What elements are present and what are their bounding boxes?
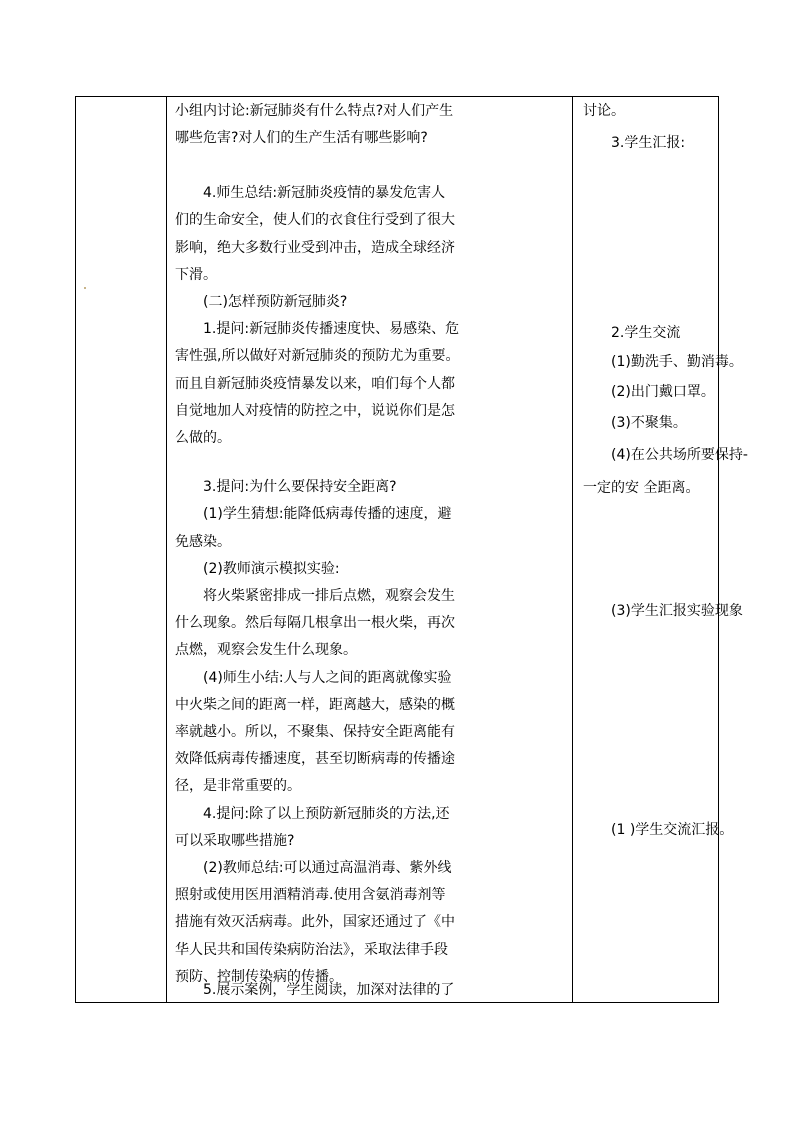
text-line: (1)勤洗手、勤消毒。 xyxy=(611,354,743,370)
text-line: 1.提问:新冠肺炎传播速度快、易感染、危 xyxy=(203,321,460,337)
text-line: 措施有效灭活病毒。此外，国家还通过了《中 xyxy=(175,914,455,930)
text-line: 3.学生汇报: xyxy=(611,135,686,151)
text-line: (3)学生汇报实验现象 xyxy=(611,603,743,619)
text-line: (2)教师总结:可以通过高温消毒、紫外线 xyxy=(203,860,452,876)
text-line: 将火柴紧密排成一排后点燃，观察会发生 xyxy=(203,588,455,604)
text-line: (1)学生猜想:能降低病毒传播的速度，避 xyxy=(203,506,452,522)
text-line: 预防、控制传染病的传播。 xyxy=(175,969,343,985)
text-line: 照射或使用医用酒精消毒.使用含氨消毒剂等 xyxy=(175,887,446,903)
text-line: (4)在公共场所要保持- xyxy=(611,447,748,463)
lesson-plan-table xyxy=(75,96,748,1003)
text-line: 点燃，观察会发生什么现象。 xyxy=(175,642,357,658)
text-line: 自觉地加人对疫情的防控之中，说说你们是怎 xyxy=(175,403,455,419)
text-line: 一定的安 全距离。 xyxy=(583,480,700,496)
table-column-teacher-activities xyxy=(167,97,573,1002)
text-line: 径，是非常重要的。 xyxy=(175,778,301,794)
text-line: 讨论。 xyxy=(583,103,625,119)
text-line: 下滑。 xyxy=(175,267,217,283)
text-line: 2.学生交流 xyxy=(611,325,681,341)
text-line: 而且自新冠肺炎疫情暴发以来，咱们每个人都 xyxy=(175,376,455,392)
text-line: (3)不聚集。 xyxy=(611,415,687,431)
text-line: 华人民共和国传染病防治法》，采取法律手段 xyxy=(175,942,448,958)
text-line: 率就越小。所以，不聚集、保持安全距离能有 xyxy=(175,724,455,740)
stray-mark xyxy=(84,287,86,289)
text-line: 5.展示案例，学生阅读，加深对法律的了 xyxy=(203,982,455,998)
text-line: 中火柴之间的距离一样，距离越大，感染的概 xyxy=(175,697,455,713)
text-line: 么做的。 xyxy=(175,430,231,446)
text-line: 4.师生总结:新冠肺炎疫情的暴发危害人 xyxy=(203,185,446,201)
text-line: 害性强,所以做好对新冠肺炎的预防尤为重要。 xyxy=(175,348,460,364)
text-line: (2)出门戴口罩。 xyxy=(611,384,715,400)
text-line: 3.提问:为什么要保持安全距离? xyxy=(203,479,397,495)
table-column-left xyxy=(76,97,167,1002)
text-line: 影响，绝大多数行业受到冲击，造成全球经济 xyxy=(175,240,455,256)
text-line: (1 )学生交流汇报。 xyxy=(611,822,734,838)
text-line: 哪些危害?对人们的生产生活有哪些影响? xyxy=(175,130,428,146)
text-line: 可以采取哪些措施? xyxy=(175,833,295,849)
text-line: 效降低病毒传播速度，甚至切断病毒的传播途 xyxy=(175,751,455,767)
text-line: 4.提问:除了以上预防新冠肺炎的方法,还 xyxy=(203,806,450,822)
text-line: 小组内讨论:新冠肺炎有什么特点?对人们产生 xyxy=(175,103,454,119)
text-line: 什么现象。然后每隔几根拿出一根火柴，再次 xyxy=(175,615,455,631)
text-line: (4)师生小结:人与人之间的距离就像实验 xyxy=(203,670,452,686)
text-line: 免感染。 xyxy=(175,534,231,550)
section-heading: (二)怎样预防新冠肺炎? xyxy=(203,294,348,310)
text-line: 们的生命安全，使人们的衣食住行受到了很大 xyxy=(175,212,455,228)
text-line: (2)教师演示模拟实验: xyxy=(203,561,340,577)
table-column-student-activities xyxy=(573,97,748,1002)
